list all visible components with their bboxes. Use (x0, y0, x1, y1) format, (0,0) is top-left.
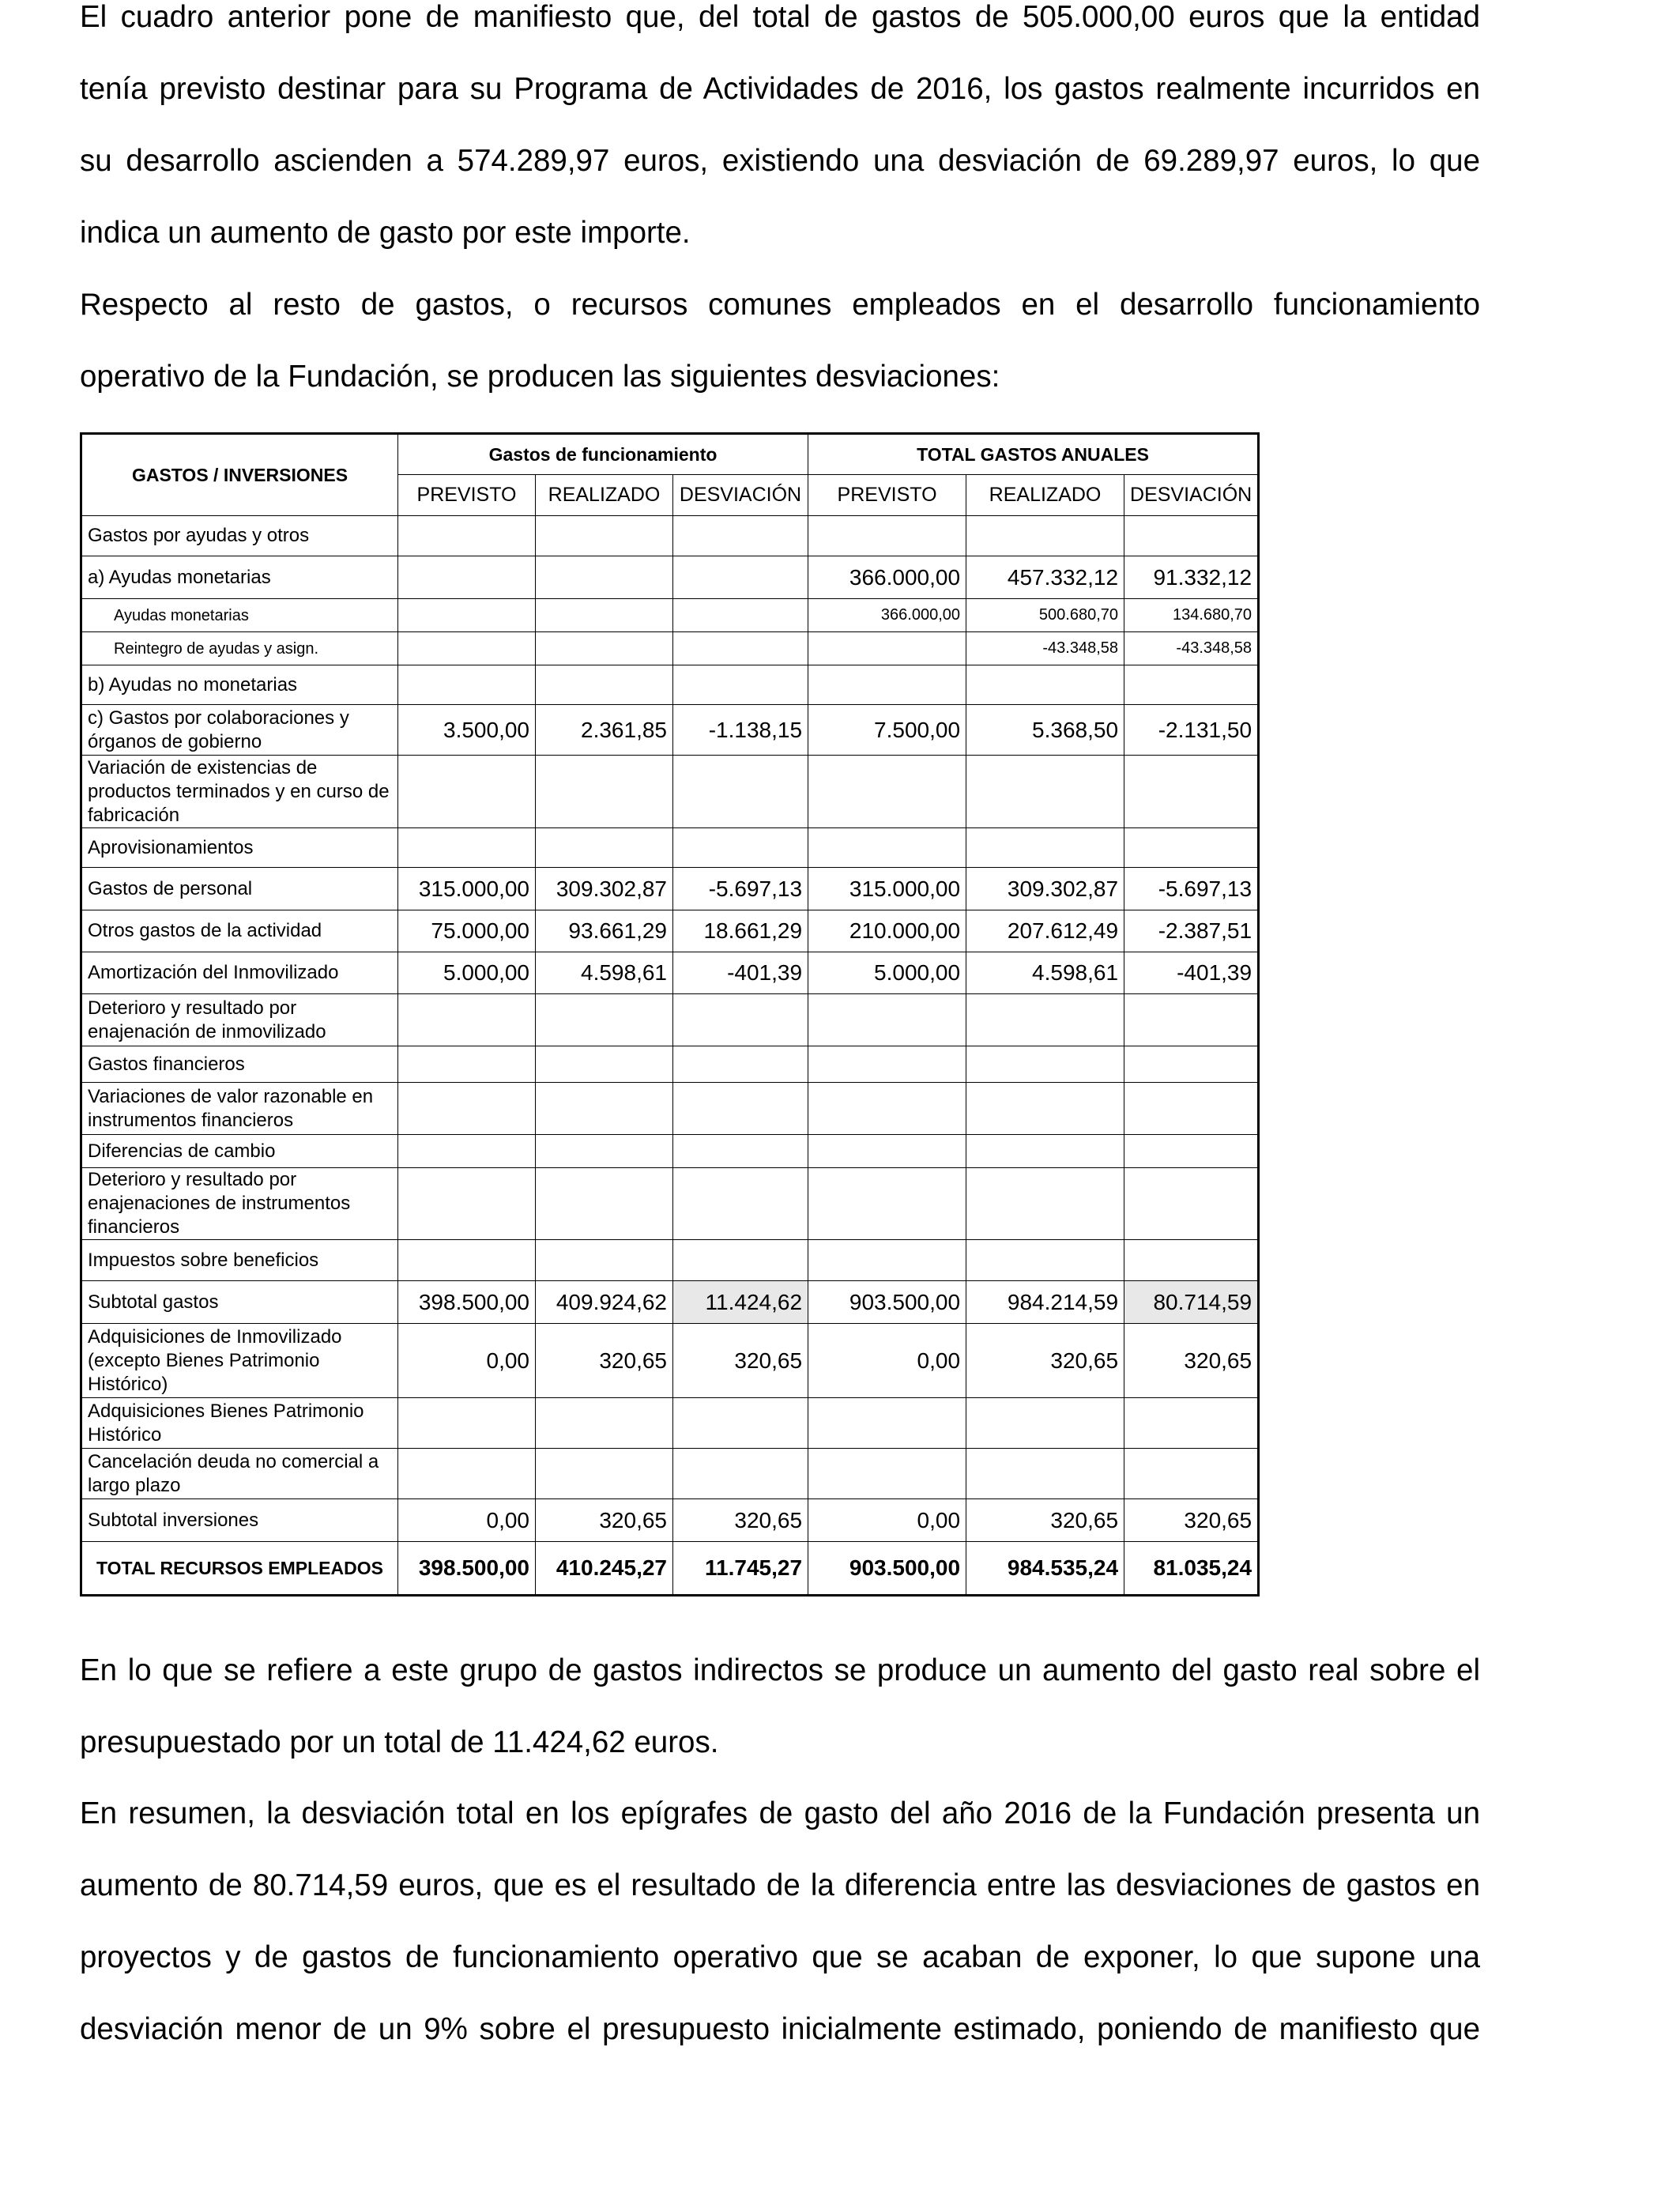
row-label: Impuestos sobre beneficios (81, 1240, 398, 1281)
cell (398, 994, 536, 1046)
cell: -43.348,58 (1124, 632, 1259, 665)
table-row (81, 1168, 1259, 1240)
cell (398, 1398, 536, 1449)
text-line: En resumen, la desviación total en los epígrafes de gasto del año 2016 de la Fundación presenta un (80, 1796, 1480, 1830)
cell (808, 828, 966, 868)
paragraph-gastos-indirectos (80, 1634, 1480, 1778)
col-header: REALIZADO (966, 475, 1124, 516)
cell: 75.000,00 (398, 910, 536, 952)
table-row (81, 828, 1259, 868)
cell (536, 556, 673, 599)
cell: -2.387,51 (1124, 910, 1259, 952)
table-row (81, 952, 1259, 994)
cell (1124, 756, 1259, 828)
cell (398, 1240, 536, 1281)
cell: -401,39 (673, 952, 808, 994)
cell (966, 516, 1124, 556)
cell-highlight: 80.714,59 (1124, 1281, 1259, 1324)
text-line: desviación menor de un 9% sobre el presupuesto inicialmente estimado, poniendo de manifiesto que (80, 2012, 1480, 2046)
row-label: Deterioro y resultado por enajenación de inmovilizado (81, 994, 398, 1046)
cell (966, 1398, 1124, 1449)
cell (536, 665, 673, 705)
cell (673, 516, 808, 556)
cell (1124, 1135, 1259, 1168)
table-row (81, 556, 1259, 599)
cell (673, 1449, 808, 1499)
cell (673, 828, 808, 868)
row-label: Subtotal inversiones (81, 1499, 398, 1542)
cell: 81.035,24 (1124, 1542, 1259, 1596)
table-row (81, 665, 1259, 705)
cell: 410.245,27 (536, 1542, 673, 1596)
text-line: presupuestado por un total de 11.424,62 euros. (80, 1725, 719, 1759)
cell (673, 1398, 808, 1449)
cell (808, 632, 966, 665)
row-label: c) Gastos por colaboraciones y órganos de gobierno (81, 705, 398, 756)
cell: 409.924,62 (536, 1281, 673, 1324)
row-label: Gastos financieros (81, 1046, 398, 1083)
header-corner: GASTOS / INVERSIONES (81, 434, 398, 516)
row-label: Aprovisionamientos (81, 828, 398, 868)
cell (673, 994, 808, 1046)
cell: 4.598,61 (966, 952, 1124, 994)
row-label: a) Ayudas monetarias (81, 556, 398, 599)
table-row (81, 632, 1259, 665)
cell (673, 1240, 808, 1281)
cell (398, 599, 536, 632)
cell (808, 1168, 966, 1240)
cell (966, 1240, 1124, 1281)
cell (536, 599, 673, 632)
cell: 5.368,50 (966, 705, 1124, 756)
cell: 457.332,12 (966, 556, 1124, 599)
cell (966, 756, 1124, 828)
cell-highlight: 11.424,62 (673, 1281, 808, 1324)
table-row-subtotal (81, 1281, 1259, 1324)
cell (673, 632, 808, 665)
cell (398, 1135, 536, 1168)
cell (1124, 1240, 1259, 1281)
table-row (81, 1046, 1259, 1083)
cell (398, 1046, 536, 1083)
cell (966, 1168, 1124, 1240)
cell (1124, 1168, 1259, 1240)
cell: 11.745,27 (673, 1542, 808, 1596)
cell (398, 1083, 536, 1135)
table-row (81, 705, 1259, 756)
cell: 0,00 (398, 1499, 536, 1542)
row-label: Subtotal gastos (81, 1281, 398, 1324)
cell: -43.348,58 (966, 632, 1124, 665)
cell (536, 756, 673, 828)
cell (808, 1046, 966, 1083)
cell (673, 1168, 808, 1240)
cell (1124, 828, 1259, 868)
cell (398, 1168, 536, 1240)
col-header: DESVIACIÓN (1124, 475, 1259, 516)
cell (966, 828, 1124, 868)
cell: 320,65 (536, 1499, 673, 1542)
table-row (81, 1083, 1259, 1135)
cell (398, 665, 536, 705)
cell: 366.000,00 (808, 556, 966, 599)
cell (966, 994, 1124, 1046)
cell (808, 1398, 966, 1449)
cell (808, 756, 966, 828)
table-row (81, 910, 1259, 952)
cell: 7.500,00 (808, 705, 966, 756)
cell: 0,00 (808, 1324, 966, 1398)
row-label: Reintegro de ayudas y asign. (81, 632, 398, 665)
cell (1124, 665, 1259, 705)
cell (536, 1449, 673, 1499)
cell: 207.612,49 (966, 910, 1124, 952)
table-row (81, 599, 1259, 632)
cell: 2.361,85 (536, 705, 673, 756)
row-label: b) Ayudas no monetarias (81, 665, 398, 705)
header-group-total: TOTAL GASTOS ANUALES (808, 434, 1259, 475)
cell (536, 994, 673, 1046)
table-row (81, 1324, 1259, 1398)
cell: 0,00 (808, 1499, 966, 1542)
text-line: En lo que se refiere a este grupo de gastos indirectos se produce un aumento del gasto real sobre el (80, 1653, 1480, 1687)
cell: 5.000,00 (398, 952, 536, 994)
table-row (81, 1135, 1259, 1168)
paragraph-intro (80, 0, 1480, 269)
cell: -5.697,13 (1124, 868, 1259, 910)
cell (398, 756, 536, 828)
text-line: aumento de 80.714,59 euros, que es el resultado de la diferencia entre las desviaciones de gastos en (80, 1868, 1480, 1902)
cell (966, 1135, 1124, 1168)
text-line: tenía previsto destinar para su Programa de Actividades de 2016, los gastos realmente incurridos en (80, 72, 1480, 106)
row-label: Otros gastos de la actividad (81, 910, 398, 952)
cell (808, 1449, 966, 1499)
table-row (81, 1398, 1259, 1449)
cell: 4.598,61 (536, 952, 673, 994)
cell: 320,65 (1124, 1499, 1259, 1542)
table-row (81, 1449, 1259, 1499)
cell (808, 516, 966, 556)
cell: 3.500,00 (398, 705, 536, 756)
cell (536, 1083, 673, 1135)
row-label: Diferencias de cambio (81, 1135, 398, 1168)
cell (808, 665, 966, 705)
cell: 0,00 (398, 1324, 536, 1398)
cell: 320,65 (1124, 1324, 1259, 1398)
cell (1124, 1398, 1259, 1449)
cell: -401,39 (1124, 952, 1259, 994)
text-line: su desarrollo ascienden a 574.289,97 euros, existiendo una desviación de 69.289,97 euros, lo que (80, 144, 1480, 178)
cell (966, 665, 1124, 705)
cell: 210.000,00 (808, 910, 966, 952)
cell: 320,65 (673, 1499, 808, 1542)
cell: 320,65 (536, 1324, 673, 1398)
table-row (81, 516, 1259, 556)
cell (808, 1083, 966, 1135)
row-label: Ayudas monetarias (81, 599, 398, 632)
cell (808, 994, 966, 1046)
table-row (81, 756, 1259, 828)
row-label: Amortización del Inmovilizado (81, 952, 398, 994)
col-header: PREVISTO (398, 475, 536, 516)
table-row (81, 994, 1259, 1046)
text-line: Respecto al resto de gastos, o recursos comunes empleados en el desarrollo funcionamiento (80, 288, 1480, 322)
cell (398, 1449, 536, 1499)
cell (673, 665, 808, 705)
cell (398, 556, 536, 599)
text-line: El cuadro anterior pone de manifiesto que, del total de gastos de 505.000,00 euros que la entidad (80, 0, 1480, 34)
text-line: indica un aumento de gasto por este importe. (80, 216, 691, 250)
table-row (81, 1240, 1259, 1281)
cell (536, 1168, 673, 1240)
cell (1124, 994, 1259, 1046)
cell: -5.697,13 (673, 868, 808, 910)
col-header: REALIZADO (536, 475, 673, 516)
row-label: Variación de existencias de productos terminados y en curso de fabricación (81, 756, 398, 828)
cell: 5.000,00 (808, 952, 966, 994)
cell (536, 632, 673, 665)
paragraph-resto-gastos (80, 269, 1480, 413)
cell: 366.000,00 (808, 599, 966, 632)
header-group-funcionamiento: Gastos de funcionamiento (398, 434, 808, 475)
cell: 134.680,70 (1124, 599, 1259, 632)
cell (536, 1135, 673, 1168)
paragraph-resumen (80, 1777, 1480, 2065)
cell: 93.661,29 (536, 910, 673, 952)
row-label: Adquisiciones de Inmovilizado (excepto Bienes Patrimonio Histórico) (81, 1324, 398, 1398)
col-header: PREVISTO (808, 475, 966, 516)
cell (1124, 1449, 1259, 1499)
cell (398, 828, 536, 868)
cell: 984.214,59 (966, 1281, 1124, 1324)
cell (673, 1135, 808, 1168)
cell (808, 1240, 966, 1281)
cell (673, 1083, 808, 1135)
cell: 398.500,00 (398, 1281, 536, 1324)
expenses-table (80, 432, 1260, 1596)
cell (1124, 516, 1259, 556)
text-line: operativo de la Fundación, se producen las siguientes desviaciones: (80, 360, 1000, 394)
cell (808, 1135, 966, 1168)
cell: 18.661,29 (673, 910, 808, 952)
cell: 315.000,00 (808, 868, 966, 910)
table-row-subtotal (81, 1499, 1259, 1542)
cell (966, 1449, 1124, 1499)
row-label: Gastos de personal (81, 868, 398, 910)
cell (673, 756, 808, 828)
cell (536, 1046, 673, 1083)
row-label: Variaciones de valor razonable en instrumentos financieros (81, 1083, 398, 1135)
cell (966, 1046, 1124, 1083)
row-label: Adquisiciones Bienes Patrimonio Histórico (81, 1398, 398, 1449)
cell: 315.000,00 (398, 868, 536, 910)
cell (536, 1240, 673, 1281)
cell: 309.302,87 (966, 868, 1124, 910)
row-label: Cancelación deuda no comercial a largo plazo (81, 1449, 398, 1499)
cell (966, 1083, 1124, 1135)
cell: 903.500,00 (808, 1542, 966, 1596)
cell: 500.680,70 (966, 599, 1124, 632)
cell: 320,65 (673, 1324, 808, 1398)
cell: 320,65 (966, 1324, 1124, 1398)
cell (1124, 1083, 1259, 1135)
row-label: Gastos por ayudas y otros (81, 516, 398, 556)
cell (673, 599, 808, 632)
cell: 91.332,12 (1124, 556, 1259, 599)
table-row-total (81, 1542, 1259, 1596)
cell (673, 1046, 808, 1083)
cell: -2.131,50 (1124, 705, 1259, 756)
cell (536, 1398, 673, 1449)
row-label: TOTAL RECURSOS EMPLEADOS (81, 1542, 398, 1596)
table-row (81, 868, 1259, 910)
cell (536, 516, 673, 556)
col-header: DESVIACIÓN (673, 475, 808, 516)
cell: 309.302,87 (536, 868, 673, 910)
cell: 984.535,24 (966, 1542, 1124, 1596)
cell: 903.500,00 (808, 1281, 966, 1324)
text-line: proyectos y de gastos de funcionamiento operativo que se acaban de exponer, lo que supone una (80, 1940, 1480, 1974)
cell (1124, 1046, 1259, 1083)
cell (536, 828, 673, 868)
cell: 320,65 (966, 1499, 1124, 1542)
cell (398, 516, 536, 556)
cell (673, 556, 808, 599)
row-label: Deterioro y resultado por enajenaciones de instrumentos financieros (81, 1168, 398, 1240)
cell: -1.138,15 (673, 705, 808, 756)
cell (398, 632, 536, 665)
cell: 398.500,00 (398, 1542, 536, 1596)
